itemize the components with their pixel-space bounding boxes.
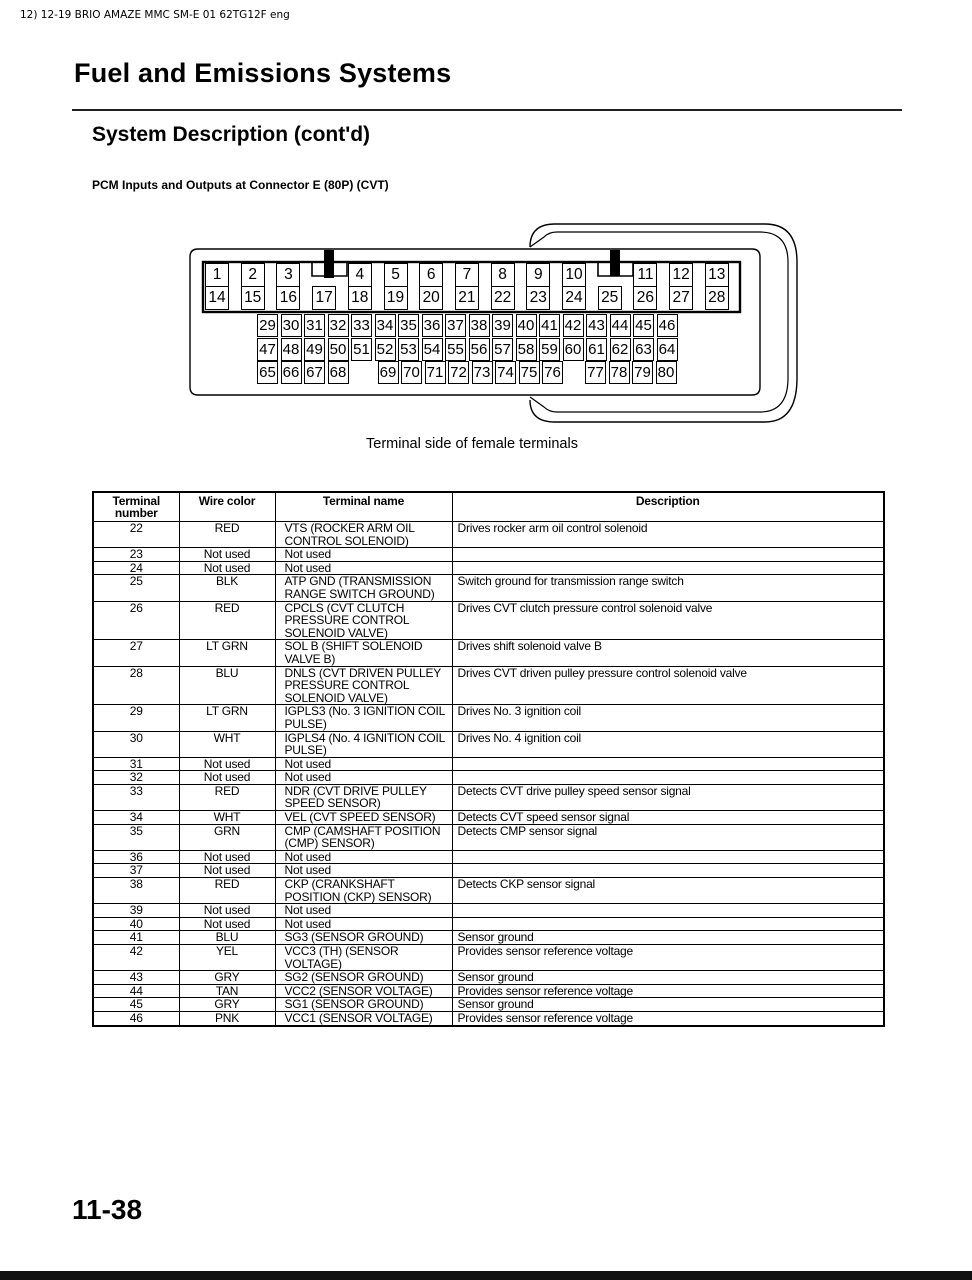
terminal-pin-20: 20 (419, 286, 443, 310)
terminal-number-cell: 43 (93, 971, 179, 985)
description-cell: Detects CMP sensor signal (452, 824, 884, 850)
terminal-pin-53: 53 (398, 338, 419, 361)
terminal-number-cell: 30 (93, 731, 179, 757)
terminal-pin-51: 51 (351, 338, 372, 361)
terminal-pin-36: 36 (422, 314, 443, 337)
wire-color-cell: RED (179, 784, 275, 810)
terminal-name-cell: CKP (CRANKSHAFT POSITION (CKP) SENSOR) (275, 878, 452, 904)
terminal-pin-79: 79 (632, 361, 653, 384)
terminal-pin-26: 26 (633, 286, 657, 310)
terminal-pin-45: 45 (633, 314, 654, 337)
description-cell (452, 904, 884, 918)
description-cell: Detects CVT drive pulley speed sensor signal (452, 784, 884, 810)
terminal-pin-4: 4 (348, 263, 372, 287)
terminal-pin-76: 76 (542, 361, 563, 384)
description-cell: Sensor ground (452, 931, 884, 945)
table-row (93, 811, 884, 825)
terminal-pin-7: 7 (455, 263, 479, 287)
table-row (93, 771, 884, 785)
terminal-name-cell: VTS (ROCKER ARM OIL CONTROL SOLENOID) (275, 522, 452, 548)
description-cell: Drives shift solenoid valve B (452, 640, 884, 666)
terminal-name-cell: Not used (275, 850, 452, 864)
wire-color-cell: Not used (179, 757, 275, 771)
terminal-pin-22: 22 (491, 286, 515, 310)
table-row (93, 945, 884, 971)
polarization-key-left (324, 250, 334, 278)
terminal-pin-74: 74 (495, 361, 516, 384)
sub-title: System Description (cont'd) (92, 123, 371, 146)
terminal-pin-34: 34 (375, 314, 396, 337)
terminal-number-cell: 24 (93, 561, 179, 575)
description-cell (452, 548, 884, 562)
document-header: 12) 12-19 BRIO AMAZE MMC SM-E 01 62TG12F eng (20, 9, 290, 21)
table-row (93, 757, 884, 771)
table-row (93, 904, 884, 918)
wire-color-cell: GRN (179, 824, 275, 850)
terminal-pin-29: 29 (257, 314, 278, 337)
terminal-name-cell: NDR (CVT DRIVE PULLEY SPEED SENSOR) (275, 784, 452, 810)
description-cell (452, 757, 884, 771)
terminal-pin-73: 73 (472, 361, 493, 384)
wire-color-cell: LT GRN (179, 640, 275, 666)
terminal-pin-49: 49 (304, 338, 325, 361)
wire-color-cell: TAN (179, 984, 275, 998)
terminal-number-cell: 37 (93, 864, 179, 878)
terminal-number-cell: 31 (93, 757, 179, 771)
terminal-pin-18: 18 (348, 286, 372, 310)
terminal-pin-60: 60 (563, 338, 584, 361)
description-cell: Detects CVT speed sensor signal (452, 811, 884, 825)
terminal-pin-16: 16 (276, 286, 300, 310)
terminal-pin-39: 39 (492, 314, 513, 337)
terminal-number-cell: 22 (93, 522, 179, 548)
description-cell: Drives CVT driven pulley pressure control solenoid valve (452, 666, 884, 705)
terminal-pin-57: 57 (492, 338, 513, 361)
terminal-pin-43: 43 (586, 314, 607, 337)
terminal-number-cell: 41 (93, 931, 179, 945)
terminal-number-cell: 26 (93, 601, 179, 640)
terminal-pin-8: 8 (491, 263, 515, 287)
page-number: 11-38 (72, 1194, 143, 1225)
table-row (93, 931, 884, 945)
table-row (93, 917, 884, 931)
terminal-pin-33: 33 (351, 314, 372, 337)
description-cell: Provides sensor reference voltage (452, 945, 884, 971)
description-cell (452, 771, 884, 785)
table-row (93, 731, 884, 757)
terminal-pin-6: 6 (419, 263, 443, 287)
terminal-pin-38: 38 (469, 314, 490, 337)
terminal-number-cell: 34 (93, 811, 179, 825)
terminal-name-cell: Not used (275, 904, 452, 918)
description-cell (452, 917, 884, 931)
terminal-pin-15: 15 (241, 286, 265, 310)
table-row (93, 561, 884, 575)
terminal-number-cell: 29 (93, 705, 179, 731)
terminal-name-cell: Not used (275, 561, 452, 575)
terminal-name-cell: Not used (275, 757, 452, 771)
terminal-name-cell: VCC3 (TH) (SENSOR VOLTAGE) (275, 945, 452, 971)
terminal-pin-32: 32 (328, 314, 349, 337)
header-description: Description (452, 492, 884, 522)
terminal-pin-17: 17 (312, 286, 336, 310)
terminal-number-cell: 36 (93, 850, 179, 864)
terminal-pin-31: 31 (304, 314, 325, 337)
terminal-pin-35: 35 (398, 314, 419, 337)
table-row (93, 784, 884, 810)
terminal-name-cell: SG3 (SENSOR GROUND) (275, 931, 452, 945)
terminal-number-cell: 42 (93, 945, 179, 971)
terminal-pin-61: 61 (586, 338, 607, 361)
description-cell: Sensor ground (452, 998, 884, 1012)
terminal-name-cell: ATP GND (TRANSMISSION RANGE SWITCH GROUND) (275, 575, 452, 601)
table-row (93, 1011, 884, 1025)
table-row (93, 878, 884, 904)
terminal-name-cell: Not used (275, 548, 452, 562)
terminal-pin-50: 50 (328, 338, 349, 361)
terminal-pin-64: 64 (657, 338, 678, 361)
description-cell (452, 864, 884, 878)
terminal-name-cell: VCC1 (SENSOR VOLTAGE) (275, 1011, 452, 1025)
table-row (93, 984, 884, 998)
wire-color-cell: GRY (179, 998, 275, 1012)
description-cell: Detects CKP sensor signal (452, 878, 884, 904)
table-row (93, 971, 884, 985)
polarization-key-right (610, 250, 620, 276)
wire-color-cell: BLU (179, 931, 275, 945)
terminal-pin-40: 40 (516, 314, 537, 337)
terminal-name-cell: IGPLS3 (No. 3 IGNITION COIL PULSE) (275, 705, 452, 731)
connector-diagram (0, 0, 972, 440)
terminal-number-cell: 39 (93, 904, 179, 918)
wire-color-cell: Not used (179, 548, 275, 562)
terminal-pin-2: 2 (241, 263, 265, 287)
terminal-pin-27: 27 (669, 286, 693, 310)
description-cell: Provides sensor reference voltage (452, 984, 884, 998)
terminal-name-cell: SG1 (SENSOR GROUND) (275, 998, 452, 1012)
terminal-name-cell: VEL (CVT SPEED SENSOR) (275, 811, 452, 825)
terminal-name-cell: SG2 (SENSOR GROUND) (275, 971, 452, 985)
terminal-table (92, 491, 883, 1027)
terminal-pin-30: 30 (281, 314, 302, 337)
wire-color-cell: Not used (179, 917, 275, 931)
terminal-pin-62: 62 (610, 338, 631, 361)
terminal-pin-59: 59 (539, 338, 560, 361)
table-header-row (93, 492, 884, 522)
terminal-pin-23: 23 (526, 286, 550, 310)
terminal-pin-48: 48 (281, 338, 302, 361)
terminal-pin-28: 28 (705, 286, 729, 310)
wire-color-cell: Not used (179, 864, 275, 878)
table-row (93, 705, 884, 731)
description-cell: Sensor ground (452, 971, 884, 985)
terminal-pin-3: 3 (276, 263, 300, 287)
terminal-number-cell: 25 (93, 575, 179, 601)
terminal-number-cell: 28 (93, 666, 179, 705)
bottom-bar (0, 1271, 972, 1280)
terminal-pin-67: 67 (304, 361, 325, 384)
terminal-pin-68: 68 (328, 361, 349, 384)
wire-color-cell: WHT (179, 811, 275, 825)
terminal-pin-10: 10 (562, 263, 586, 287)
terminal-pin-12: 12 (669, 263, 693, 287)
terminal-number-cell: 23 (93, 548, 179, 562)
wire-color-cell: BLU (179, 666, 275, 705)
terminal-pin-63: 63 (633, 338, 654, 361)
terminal-pin-9: 9 (526, 263, 550, 287)
description-cell: Drives CVT clutch pressure control solenoid valve (452, 601, 884, 640)
terminal-pin-24: 24 (562, 286, 586, 310)
terminal-pin-78: 78 (609, 361, 630, 384)
terminal-name-cell: VCC2 (SENSOR VOLTAGE) (275, 984, 452, 998)
terminal-pin-25: 25 (598, 286, 622, 310)
connector-title: PCM Inputs and Outputs at Connector E (80P) (CVT) (92, 178, 389, 192)
table-row (93, 640, 884, 666)
terminal-pin-72: 72 (448, 361, 469, 384)
terminal-pin-11: 11 (633, 263, 657, 287)
terminal-pin-70: 70 (401, 361, 422, 384)
terminal-name-cell: Not used (275, 771, 452, 785)
terminal-pin-71: 71 (425, 361, 446, 384)
terminal-number-cell: 44 (93, 984, 179, 998)
table-row (93, 824, 884, 850)
header-wire-color: Wire color (179, 492, 275, 522)
terminal-pin-19: 19 (384, 286, 408, 310)
terminal-pin-75: 75 (519, 361, 540, 384)
terminal-number-cell: 27 (93, 640, 179, 666)
wire-color-cell: PNK (179, 1011, 275, 1025)
terminal-pin-55: 55 (445, 338, 466, 361)
table-row (93, 522, 884, 548)
terminal-pin-65: 65 (257, 361, 278, 384)
terminal-number-cell: 35 (93, 824, 179, 850)
terminal-pin-41: 41 (539, 314, 560, 337)
terminal-pin-1: 1 (205, 263, 229, 287)
terminal-pin-66: 66 (281, 361, 302, 384)
wire-color-cell: RED (179, 522, 275, 548)
terminal-pin-52: 52 (375, 338, 396, 361)
terminal-name-cell: CPCLS (CVT CLUTCH PRESSURE CONTROL SOLENOID VALVE) (275, 601, 452, 640)
terminal-pin-5: 5 (384, 263, 408, 287)
description-cell (452, 561, 884, 575)
section-title: Fuel and Emissions Systems (74, 58, 452, 88)
wire-color-cell: LT GRN (179, 705, 275, 731)
terminal-pin-47: 47 (257, 338, 278, 361)
terminal-name-cell: Not used (275, 917, 452, 931)
wire-color-cell: Not used (179, 850, 275, 864)
terminal-pin-80: 80 (656, 361, 677, 384)
wire-color-cell: WHT (179, 731, 275, 757)
terminal-name-cell: Not used (275, 864, 452, 878)
description-cell: Provides sensor reference voltage (452, 1011, 884, 1025)
table-row (93, 864, 884, 878)
description-cell (452, 850, 884, 864)
table-row (93, 601, 884, 640)
description-cell: Drives rocker arm oil control solenoid (452, 522, 884, 548)
table-row (93, 548, 884, 562)
terminal-pin-46: 46 (657, 314, 678, 337)
description-cell: Drives No. 4 ignition coil (452, 731, 884, 757)
header-terminal-number: Terminal number (93, 492, 179, 522)
description-cell: Switch ground for transmission range switch (452, 575, 884, 601)
wire-color-cell: Not used (179, 904, 275, 918)
terminal-name-cell: CMP (CAMSHAFT POSITION (CMP) SENSOR) (275, 824, 452, 850)
terminal-pin-58: 58 (516, 338, 537, 361)
wire-color-cell: Not used (179, 561, 275, 575)
terminal-pin-54: 54 (422, 338, 443, 361)
terminal-number-cell: 33 (93, 784, 179, 810)
terminal-pin-21: 21 (455, 286, 479, 310)
terminal-number-cell: 40 (93, 917, 179, 931)
terminal-number-cell: 38 (93, 878, 179, 904)
table-row (93, 666, 884, 705)
terminal-number-cell: 32 (93, 771, 179, 785)
terminal-pin-13: 13 (705, 263, 729, 287)
terminal-pin-77: 77 (585, 361, 606, 384)
terminal-pin-14: 14 (205, 286, 229, 310)
terminal-pin-44: 44 (610, 314, 631, 337)
wire-color-cell: RED (179, 878, 275, 904)
terminal-name-cell: SOL B (SHIFT SOLENOID VALVE B) (275, 640, 452, 666)
connector-caption: Terminal side of female terminals (366, 436, 578, 452)
wire-color-cell: BLK (179, 575, 275, 601)
terminal-name-cell: IGPLS4 (No. 4 IGNITION COIL PULSE) (275, 731, 452, 757)
table-row (93, 575, 884, 601)
terminal-number-cell: 45 (93, 998, 179, 1012)
terminal-number-cell: 46 (93, 1011, 179, 1025)
wire-color-cell: YEL (179, 945, 275, 971)
description-cell: Drives No. 3 ignition coil (452, 705, 884, 731)
wire-color-cell: Not used (179, 771, 275, 785)
table-row (93, 998, 884, 1012)
terminal-name-cell: DNLS (CVT DRIVEN PULLEY PRESSURE CONTROL SOLENOID VALVE) (275, 666, 452, 705)
header-terminal-name: Terminal name (275, 492, 452, 522)
terminal-pin-56: 56 (469, 338, 490, 361)
terminal-pin-37: 37 (445, 314, 466, 337)
table-row (93, 850, 884, 864)
wire-color-cell: RED (179, 601, 275, 640)
wire-color-cell: GRY (179, 971, 275, 985)
terminal-pin-69: 69 (378, 361, 399, 384)
terminal-pin-42: 42 (563, 314, 584, 337)
